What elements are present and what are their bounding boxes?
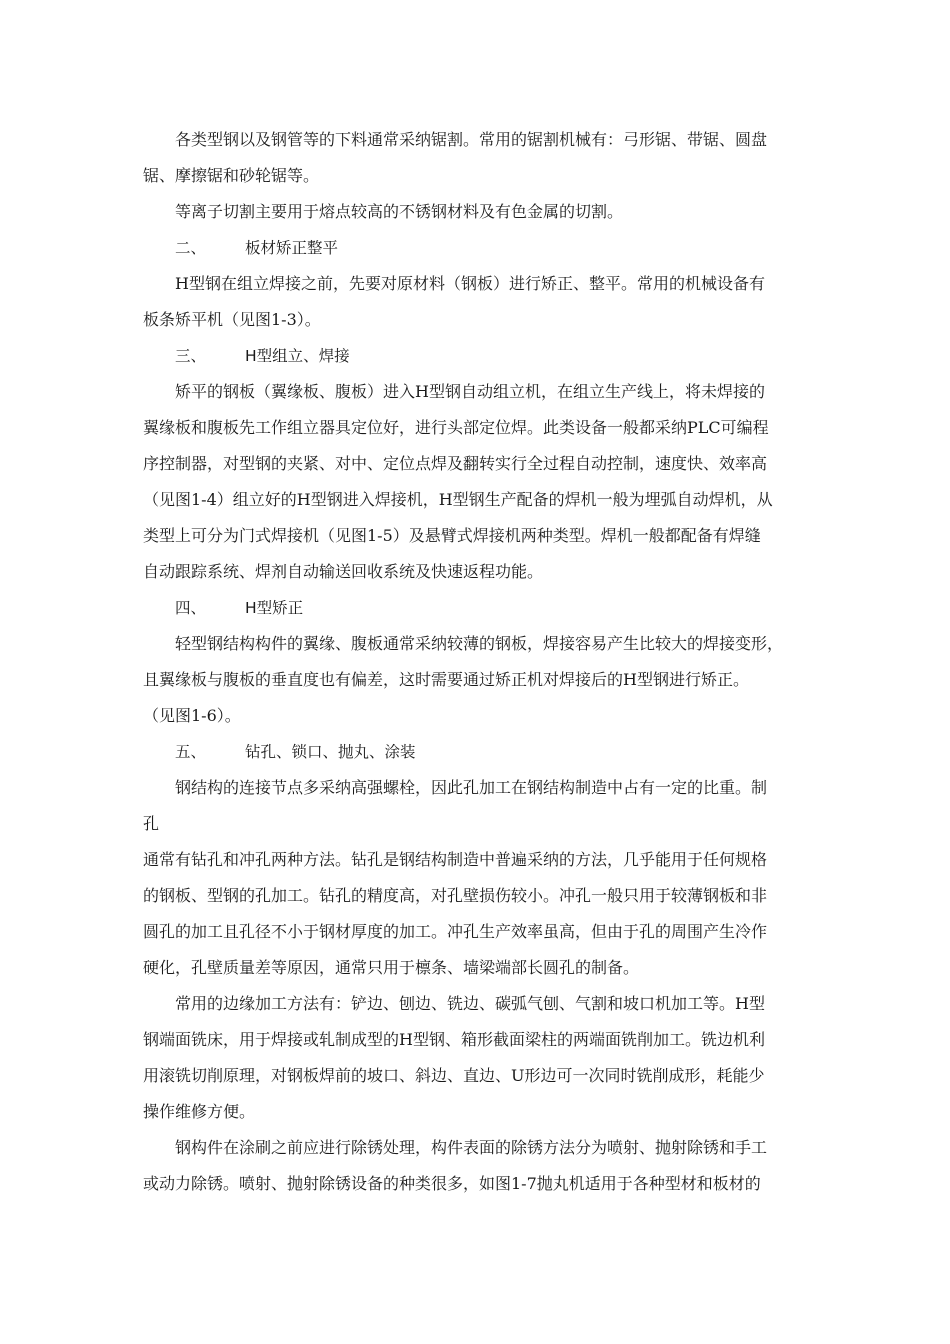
section-heading (143, 590, 815, 626)
paragraph-line: 钢端面铣床，用于焊接或轧制成型的H型钢、箱形截面梁柱的两端面铣削加工。铣边机利 (143, 1030, 765, 1049)
section-title: H型矫正 (245, 599, 304, 617)
paragraph-first-line: 等离子切割主要用于熔点较高的不锈钢材料及有色金属的切割。 (175, 202, 624, 221)
document-body (143, 122, 815, 1202)
section-number: 五、 (175, 743, 207, 761)
paragraph-line: 孔 (143, 814, 160, 833)
paragraph-line: 板条矫平机（见图1-3）。 (143, 310, 321, 329)
paragraph-line: 操作维修方便。 (143, 1102, 256, 1121)
paragraph-first-line: 各类型钢以及钢管等的下料通常采纳锯割。常用的锯割机械有：弓形锯、带锯、圆盘 (175, 130, 768, 149)
section-number: 三、 (175, 347, 207, 365)
section-heading (143, 338, 815, 374)
paragraph-line: 或动力除锈。喷射、抛射除锈设备的种类很多，如图1-7抛丸机适用于各种型材和板材的 (143, 1174, 761, 1193)
paragraph-line: 硬化，孔壁质量差等原因，通常只用于檩条、墙梁端部长圆孔的制备。 (143, 958, 640, 977)
paragraph-line: 自动跟踪系统、焊剂自动输送回收系统及快速返程功能。 (143, 562, 544, 581)
paragraph-line: 且翼缘板与腹板的垂直度也有偏差，这时需要通过矫正机对焊接后的H型钢进行矫正。 (143, 670, 749, 689)
paragraph-first-line: 矫平的钢板（翼缘板、腹板）进入H型钢自动组立机，在组立生产线上，将未焊接的 (175, 382, 765, 401)
paragraph-line: 翼缘板和腹板先工作组立器具定位好，进行头部定位焊。此类设备一般都采纳PLC可编程 (143, 418, 769, 437)
section-heading (143, 734, 815, 770)
paragraph-line: （见图1-4）组立好的H型钢进入焊接机，H型钢生产配备的焊机一般为埋弧自动焊机，从 (143, 490, 773, 509)
paragraph-first-line: 钢构件在涂刷之前应进行除锈处理，构件表面的除锈方法分为喷射、抛射除锈和手工 (175, 1138, 768, 1157)
paragraph-line: 类型上可分为门式焊接机（见图1-5）及悬臂式焊接机两种类型。焊机一般都配备有焊缝 (143, 526, 761, 545)
section-number: 二、 (175, 239, 207, 257)
section-title: H型组立、焊接 (245, 347, 350, 365)
paragraph-line: 圆孔的加工且孔径不小于钢材厚度的加工。冲孔生产效率虽高，但由于孔的周围产生冷作 (143, 922, 768, 941)
paragraph-line: 的钢板、型钢的孔加工。钻孔的精度高，对孔壁损伤较小。冲孔一般只用于较薄钢板和非 (143, 886, 768, 905)
paragraph-line: 通常有钻孔和冲孔两种方法。钻孔是钢结构制造中普遍采纳的方法，几乎能用于任何规格 (143, 850, 768, 869)
section-title: 板材矫正整平 (245, 239, 339, 257)
section-title: 钻孔、锁口、抛丸、涂装 (245, 743, 416, 761)
paragraph-first-line: 钢结构的连接节点多采纳高强螺栓，因此孔加工在钢结构制造中占有一定的比重。制 (175, 778, 768, 797)
paragraph-first-line: 轻型钢结构构件的翼缘、腹板通常采纳较薄的钢板，焊接容易产生比较大的焊接变形， (175, 634, 784, 653)
paragraph-first-line: 常用的边缘加工方法有：铲边、刨边、铣边、碳弧气刨、气割和坡口机加工等。H型 (175, 994, 765, 1013)
paragraph-first-line: H型钢在组立焊接之前，先要对原材料（钢板）进行矫正、整平。常用的机械设备有 (175, 274, 765, 293)
section-heading (143, 230, 815, 266)
paragraph-line: （见图1-6）。 (143, 706, 241, 725)
section-number: 四、 (175, 599, 207, 617)
paragraph-line: 序控制器，对型钢的夹紧、对中、定位点焊及翻转实行全过程自动控制，速度快、效率高 (143, 454, 768, 473)
paragraph-line: 用滚铣切削原理，对钢板焊前的坡口、斜边、直边、U形边可一次同时铣削成形，耗能少 (143, 1066, 765, 1085)
paragraph-line: 锯、摩擦锯和砂轮锯等。 (143, 166, 320, 185)
